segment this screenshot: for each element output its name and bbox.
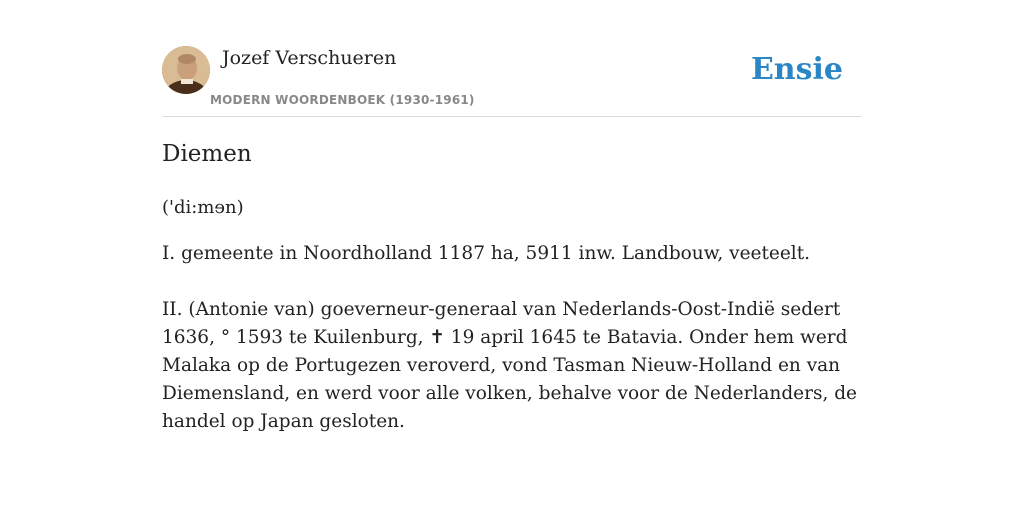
source-label: MODERN WOORDENBOEK (1930-1961): [210, 93, 475, 107]
definition-2: II. (Antonie van) goeverneur-generaal van Nederlands-Oost-Indië sedert 1636, ° 1593 te Kuilenburg, ✝ 19 april 1645 te Batavia. Onder hem werd Malaka op de Portugezen veroverd, vond Tasman Nieuw-Holland en van Diemensland, en werd voor alle volken, behalve voor de Nederlanders, de handel op Japan gesloten.: [162, 299, 858, 432]
entry-pronunciation: ('di:mɘn): [162, 197, 244, 218]
author-portrait-icon: [162, 46, 210, 94]
entry-term: Diemen: [162, 141, 252, 167]
entry-content: [162, 136, 862, 464]
author-avatar[interactable]: [162, 46, 210, 94]
definition-1: I. gemeente in Noordholland 1187 ha, 5911 inw. Landbouw, veeteelt.: [162, 243, 811, 264]
ensie-logo[interactable]: Ensie: [750, 52, 843, 87]
entry-header: [162, 46, 862, 117]
author-name[interactable]: Jozef Verschueren: [222, 47, 397, 69]
